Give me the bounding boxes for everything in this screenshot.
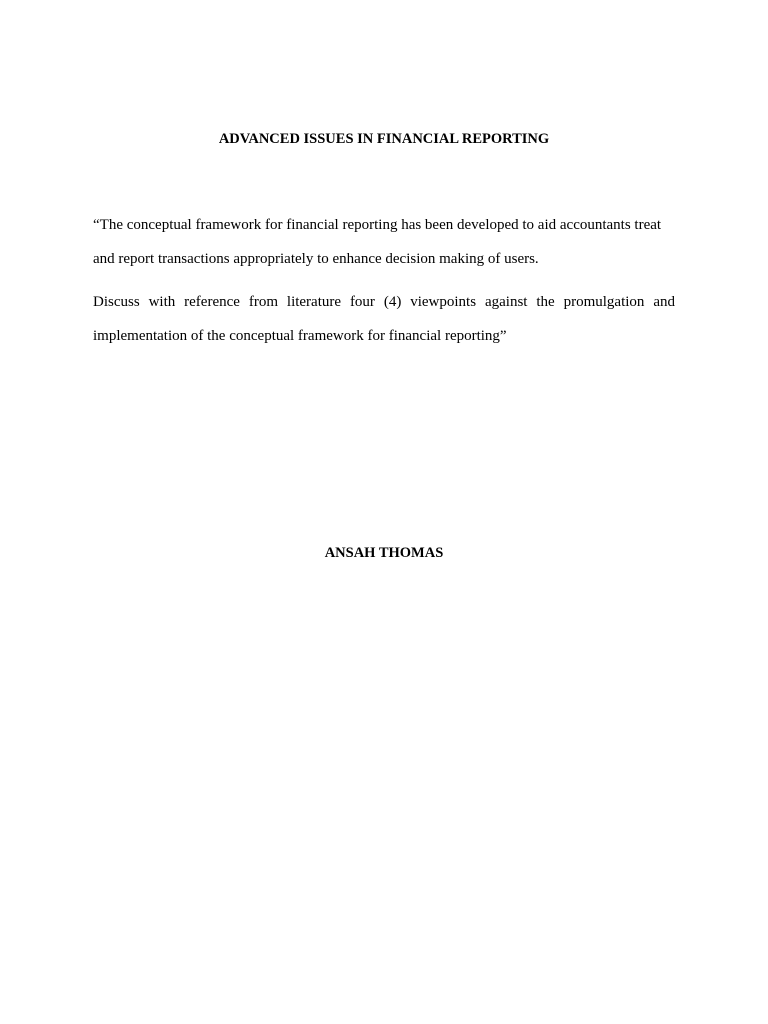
document-title: ADVANCED ISSUES IN FINANCIAL REPORTING bbox=[218, 131, 550, 147]
question-paragraph-2: Discuss with reference from literature four (4) viewpoints against the promulgation and implementation of the conceptual framework for financial reporting” bbox=[93, 294, 675, 344]
question-paragraph-1: “The conceptual framework for financial reporting has been developed to aid accountants treat and report transactions appropriately to enhance decision making of users. bbox=[93, 217, 662, 267]
author-name: ANSAH THOMAS bbox=[324, 545, 444, 561]
